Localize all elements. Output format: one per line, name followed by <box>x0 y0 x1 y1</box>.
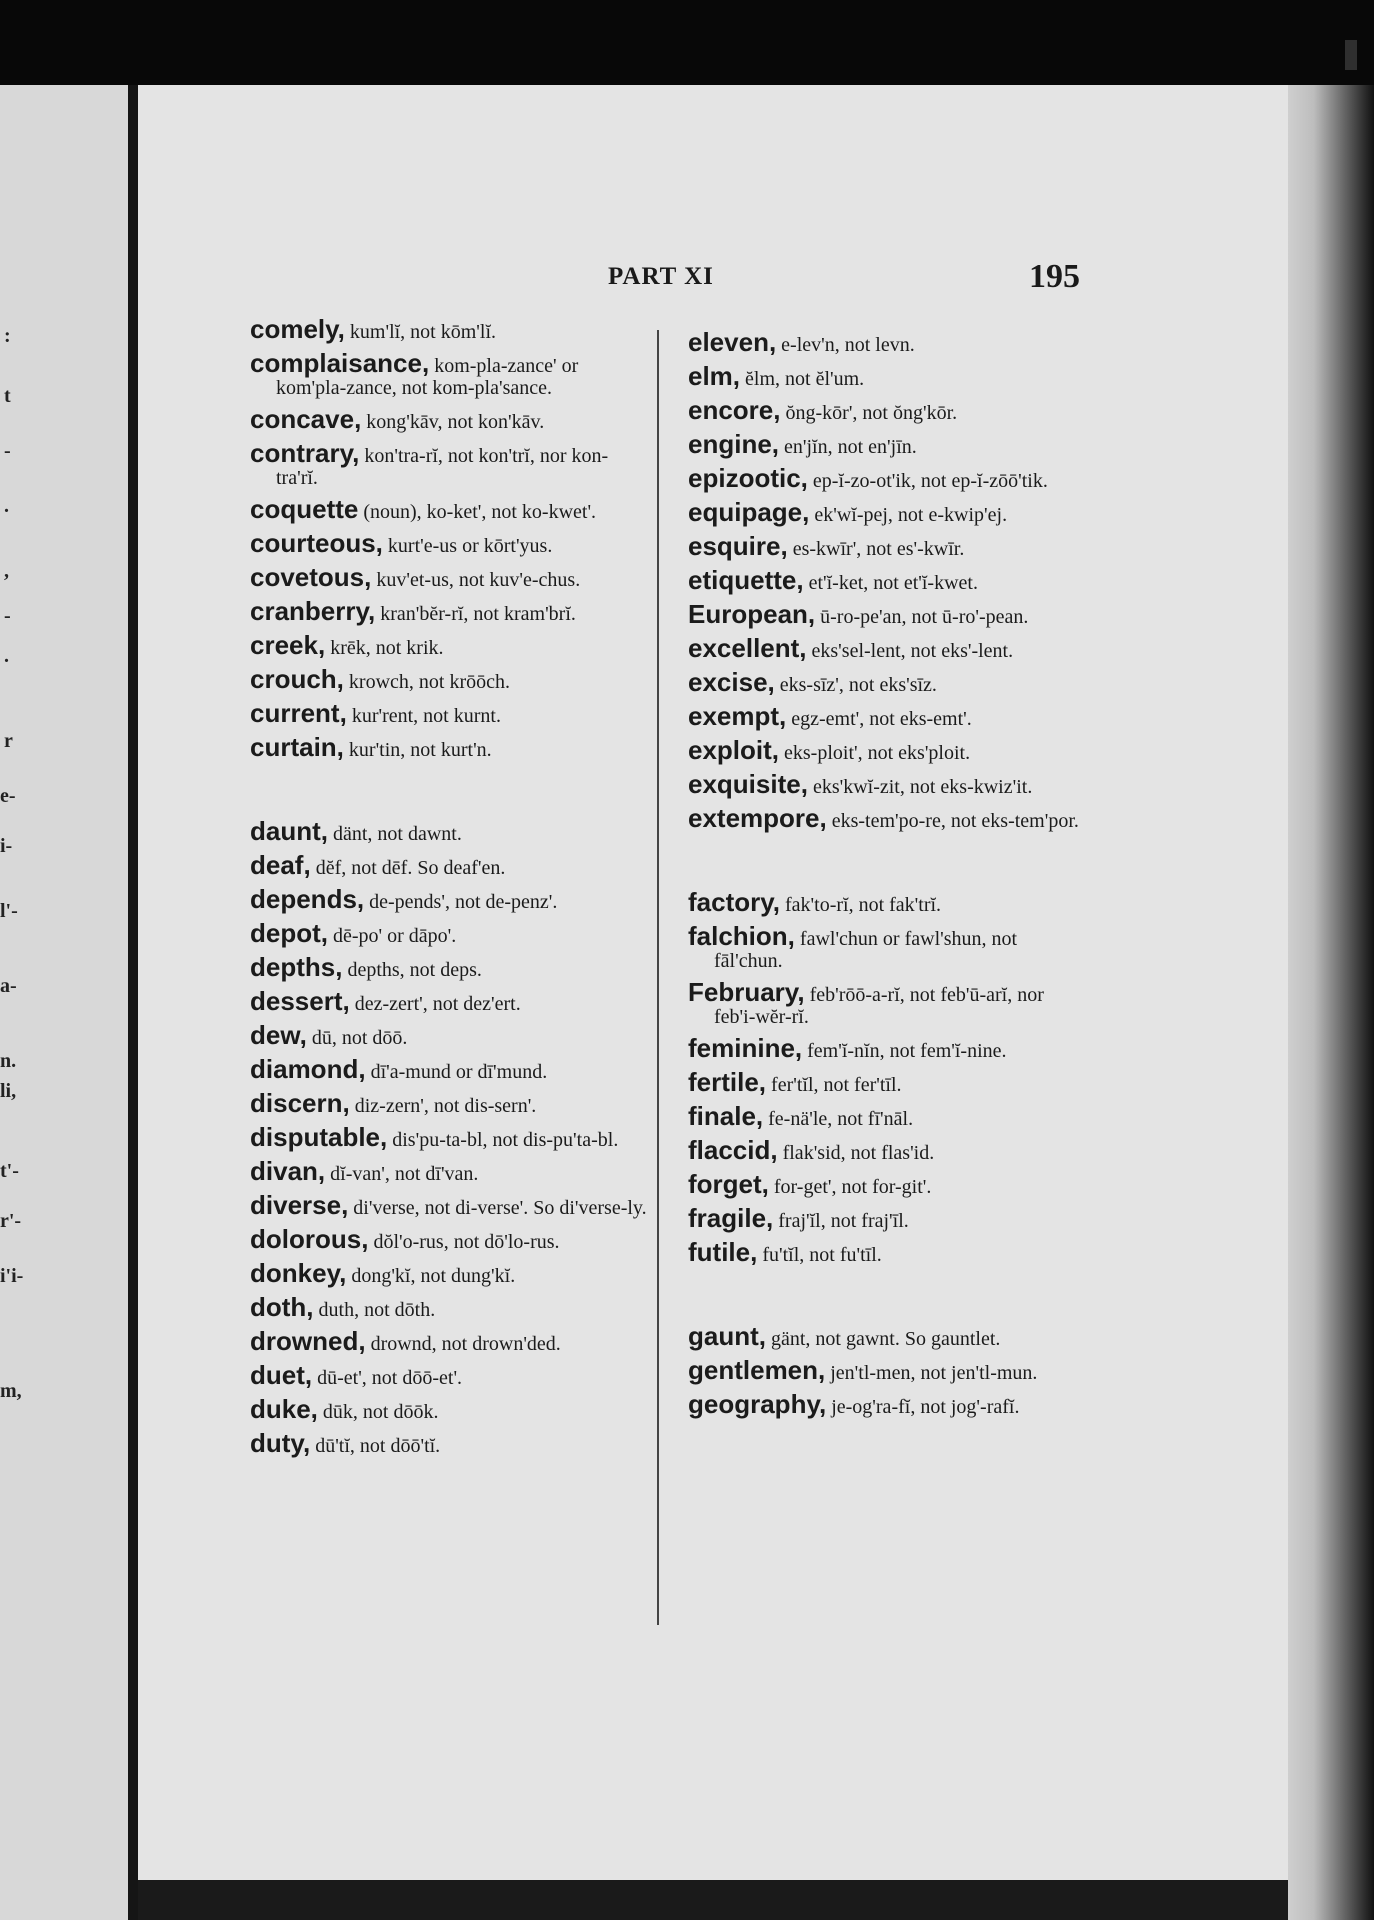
dictionary-entry <box>250 1190 650 1220</box>
headword: factory, <box>688 887 780 917</box>
dictionary-entry <box>250 664 650 694</box>
facing-page-fragment: i- <box>0 835 13 857</box>
dictionary-entry <box>250 1292 650 1322</box>
pronunciation: dū'tĭ, not dōō'tĭ. <box>310 1435 441 1457</box>
pronunciation: jen'tl-men, not jen'tl-mun. <box>825 1362 1038 1384</box>
pronunciation: eks-tem'po-re, not eks-tem'por. <box>826 810 1079 832</box>
pronunciation: eks'kwĭ-zit, not eks-kwiz'it. <box>807 776 1033 798</box>
dictionary-entry <box>250 1326 650 1356</box>
pronunciation: drownd, not drown'ded. <box>365 1333 561 1355</box>
pronunciation: fawl'chun or fawl'shun, not fāl'chun. <box>714 928 1018 972</box>
dictionary-entry <box>250 314 650 344</box>
dictionary-entry <box>688 921 1088 972</box>
pronunciation: flak'sid, not flas'id. <box>777 1142 935 1164</box>
headword: duke, <box>250 1394 318 1424</box>
dictionary-entry <box>250 348 650 399</box>
facing-page-fragment: - <box>4 440 11 462</box>
scan-background-top <box>0 0 1374 85</box>
headword: dolorous, <box>250 1224 369 1254</box>
dictionary-entry <box>688 735 1088 765</box>
facing-page-fragment: li, <box>0 1080 17 1102</box>
pronunciation: dūk, not dōōk. <box>317 1401 439 1423</box>
dictionary-entry <box>250 404 650 434</box>
dictionary-entry <box>250 1088 650 1118</box>
pronunciation: dez-zert', not dez'ert. <box>349 993 521 1015</box>
headword: European, <box>688 599 816 629</box>
headword: encore, <box>688 395 781 425</box>
pronunciation: dū, not dōō. <box>306 1027 408 1049</box>
dictionary-entry <box>688 463 1088 493</box>
dictionary-entry <box>688 1203 1088 1233</box>
pronunciation: ek'wĭ-pej, not e-kwip'ej. <box>809 504 1008 526</box>
facing-page-fragment: , <box>4 560 9 582</box>
headword: drowned, <box>250 1326 366 1356</box>
headword: crouch, <box>250 664 344 694</box>
headword: curtain, <box>250 732 344 762</box>
facing-page-fragment: t'- <box>0 1160 19 1182</box>
headword: complaisance, <box>250 348 430 378</box>
headword: forget, <box>688 1169 769 1199</box>
pronunciation: je-og'ra-fĭ, not jog'-rafĭ. <box>826 1396 1020 1418</box>
dictionary-entry <box>250 1122 650 1152</box>
dictionary-entry <box>250 1360 650 1390</box>
dictionary-entry <box>250 630 650 660</box>
pronunciation: en'jĭn, not en'jīn. <box>779 436 917 458</box>
pronunciation: kong'kāv, not kon'kāv. <box>361 411 545 433</box>
dictionary-entry <box>688 1101 1088 1131</box>
book-gutter <box>128 85 138 1920</box>
facing-page-fragment: t <box>4 385 11 407</box>
dictionary-entry <box>250 438 650 489</box>
headword: diverse, <box>250 1190 349 1220</box>
headword: depends, <box>250 884 365 914</box>
facing-page-fragment: . <box>4 495 9 517</box>
headword: finale, <box>688 1101 764 1131</box>
pronunciation: dĭ-van', not dī'van. <box>325 1163 479 1185</box>
headword: comely, <box>250 314 345 344</box>
pronunciation: e-lev'n, not levn. <box>776 334 915 356</box>
headword: duty, <box>250 1428 311 1458</box>
dictionary-entry <box>688 633 1088 663</box>
headword: fertile, <box>688 1067 767 1097</box>
pronunciation: kom-pla-zance' or kom'pla-zance, not kom-pla'sance. <box>276 355 579 399</box>
facing-page-fragment: . <box>4 645 9 667</box>
dictionary-entry <box>250 494 650 524</box>
page-edge-shadow <box>1288 85 1374 1920</box>
facing-page-fragment: : <box>4 325 11 347</box>
right-column <box>688 327 1088 1427</box>
pronunciation: egz-emt', not eks-emt'. <box>786 708 972 730</box>
dictionary-entry <box>688 327 1088 357</box>
dictionary-entry <box>688 497 1088 527</box>
headword: creek, <box>250 630 326 660</box>
headword: geography, <box>688 1389 827 1419</box>
dictionary-entry <box>688 1067 1088 1097</box>
dictionary-entry <box>688 701 1088 731</box>
pronunciation: ŏng-kōr', not ŏng'kōr. <box>780 402 958 424</box>
pronunciation: fu'tĭl, not fu'tīl. <box>757 1244 882 1266</box>
scan-smudge <box>1345 40 1357 70</box>
dictionary-entry <box>688 531 1088 561</box>
headword: eleven, <box>688 327 777 357</box>
pronunciation: dänt, not dawnt. <box>328 823 462 845</box>
facing-page-fragment: n. <box>0 1050 17 1072</box>
headword: divan, <box>250 1156 326 1186</box>
dictionary-entry <box>250 918 650 948</box>
dictionary-entry <box>250 952 650 982</box>
headword: elm, <box>688 361 741 391</box>
dictionary-entry <box>688 565 1088 595</box>
dictionary-entry <box>688 887 1088 917</box>
dictionary-entry <box>688 1169 1088 1199</box>
pronunciation: kum'lĭ, not kōm'lĭ. <box>344 321 497 343</box>
pronunciation: diz-zern', not dis-sern'. <box>349 1095 537 1117</box>
dictionary-entry <box>688 1033 1088 1063</box>
dictionary-entry <box>688 977 1088 1028</box>
facing-page-edge <box>0 85 128 1920</box>
pronunciation: et'ĭ-ket, not et'ĭ-kwet. <box>803 572 978 594</box>
dictionary-entry <box>688 667 1088 697</box>
dictionary-entry <box>688 599 1088 629</box>
dictionary-entry <box>250 1394 650 1424</box>
headword: esquire, <box>688 531 788 561</box>
page-number: 195 <box>1029 258 1080 295</box>
pronunciation: ū-ro-pe'an, not ū-ro'-pean. <box>815 606 1029 628</box>
headword: flaccid, <box>688 1135 778 1165</box>
dictionary-entry <box>250 1258 650 1288</box>
headword: February, <box>688 977 805 1007</box>
headword: donkey, <box>250 1258 347 1288</box>
dictionary-entry <box>250 850 650 880</box>
headword: coquette <box>250 494 359 524</box>
dictionary-entry <box>688 1355 1088 1385</box>
pronunciation: kurt'e-us or kōrt'yus. <box>382 535 553 557</box>
pronunciation: dong'kĭ, not dung'kĭ. <box>346 1265 516 1287</box>
section-gap <box>688 1275 1088 1325</box>
headword: etiquette, <box>688 565 804 595</box>
dictionary-entry <box>250 1054 650 1084</box>
pronunciation: di'verse, not di-verse'. So di'verse-ly. <box>348 1197 647 1219</box>
headword: dessert, <box>250 986 350 1016</box>
pronunciation: eks-sīz', not eks'sīz. <box>774 674 937 696</box>
pronunciation: ep-ĭ-zo-ot'ik, not ep-ĭ-zōō'tik. <box>807 470 1048 492</box>
headword: daunt, <box>250 816 328 846</box>
pronunciation: eks'sel-lent, not eks'-lent. <box>806 640 1014 662</box>
headword: excise, <box>688 667 775 697</box>
pronunciation: duth, not dōth. <box>313 1299 436 1321</box>
headword: epizootic, <box>688 463 808 493</box>
pronunciation: gänt, not gawnt. So gauntlet. <box>766 1328 1001 1350</box>
dictionary-entry <box>250 528 650 558</box>
dictionary-entry <box>250 596 650 626</box>
pronunciation: dis'pu-ta-bl, not dis-pu'ta-bl. <box>387 1129 619 1151</box>
headword: concave, <box>250 404 362 434</box>
headword: covetous, <box>250 562 372 592</box>
headword: futile, <box>688 1237 758 1267</box>
pronunciation: kur'tin, not kurt'n. <box>343 739 492 761</box>
pronunciation: fer'tĭl, not fer'tīl. <box>766 1074 902 1096</box>
pronunciation: dē-po' or dāpo'. <box>328 925 457 947</box>
dictionary-entry <box>250 1224 650 1254</box>
dictionary-entry <box>688 1237 1088 1267</box>
headword: gentlemen, <box>688 1355 826 1385</box>
headword: courteous, <box>250 528 383 558</box>
pronunciation: fe-nä'le, not fī'nāl. <box>763 1108 914 1130</box>
dictionary-entry <box>688 1321 1088 1351</box>
column-divider <box>657 330 659 1625</box>
headword: discern, <box>250 1088 350 1118</box>
running-header: PART XI <box>608 263 714 290</box>
facing-page-fragment: l'- <box>0 900 18 922</box>
dictionary-entry <box>688 429 1088 459</box>
left-column <box>250 314 650 1466</box>
dictionary-entry <box>688 803 1088 833</box>
dictionary-entry <box>688 769 1088 799</box>
pronunciation: es-kwīr', not es'-kwīr. <box>787 538 965 560</box>
pronunciation: kran'bĕr-rĭ, not kram'brĭ. <box>375 603 576 625</box>
dictionary-entry <box>688 395 1088 425</box>
headword: deaf, <box>250 850 311 880</box>
scan-background-bottom <box>138 1880 1288 1920</box>
dictionary-entry <box>688 1135 1088 1165</box>
headword: gaunt, <box>688 1321 766 1351</box>
dictionary-entry <box>688 361 1088 391</box>
headword: dew, <box>250 1020 307 1050</box>
headword: feminine, <box>688 1033 803 1063</box>
pronunciation: dĕf, not dēf. So deaf'en. <box>310 857 506 879</box>
headword: fragile, <box>688 1203 774 1233</box>
headword: contrary, <box>250 438 360 468</box>
pronunciation: (noun), ko-ket', not ko-kwet'. <box>358 501 597 523</box>
headword: duet, <box>250 1360 313 1390</box>
pronunciation: feb'rōō-a-rĭ, not feb'ū-arĭ, nor feb'i-wĕr-rĭ. <box>714 984 1044 1028</box>
headword: depot, <box>250 918 328 948</box>
headword: depths, <box>250 952 343 982</box>
facing-page-fragment: e- <box>0 785 16 807</box>
pronunciation: depths, not deps. <box>342 959 482 981</box>
pronunciation: fraj'ĭl, not fraj'īl. <box>773 1210 909 1232</box>
pronunciation: fak'to-rĭ, not fak'trĭ. <box>780 894 942 916</box>
pronunciation: krēk, not krik. <box>325 637 444 659</box>
pronunciation: krowch, not krōōch. <box>343 671 510 693</box>
pronunciation: for-get', not for-git'. <box>768 1176 932 1198</box>
facing-page-fragment: - <box>4 605 11 627</box>
pronunciation: dī'a-mund or dī'mund. <box>365 1061 548 1083</box>
dictionary-entry <box>688 1389 1088 1419</box>
headword: falchion, <box>688 921 795 951</box>
pronunciation: dŏl'o-rus, not dō'lo-rus. <box>368 1231 560 1253</box>
dictionary-entry <box>250 986 650 1016</box>
facing-page-fragment: m, <box>0 1380 22 1402</box>
pronunciation: kuv'et-us, not kuv'e-chus. <box>371 569 581 591</box>
headword: exempt, <box>688 701 787 731</box>
dictionary-entry <box>250 1156 650 1186</box>
pronunciation: ĕlm, not ĕl'um. <box>740 368 865 390</box>
headword: engine, <box>688 429 780 459</box>
headword: cranberry, <box>250 596 376 626</box>
pronunciation: dū-et', not dōō-et'. <box>312 1367 463 1389</box>
pronunciation: kur'rent, not kurnt. <box>346 705 501 727</box>
dictionary-entry <box>250 816 650 846</box>
headword: equipage, <box>688 497 810 527</box>
section-gap <box>250 770 650 820</box>
facing-page-fragment: r <box>4 730 13 752</box>
dictionary-entry <box>250 562 650 592</box>
dictionary-entry <box>250 698 650 728</box>
pronunciation: fem'ĭ-nĭn, not fem'ĭ-nine. <box>802 1040 1007 1062</box>
headword: exquisite, <box>688 769 808 799</box>
facing-page-fragment: a- <box>0 975 17 997</box>
facing-page-fragment: i'i- <box>0 1265 24 1287</box>
dictionary-entry <box>250 1020 650 1050</box>
dictionary-entry <box>250 1428 650 1458</box>
dictionary-entry <box>250 732 650 762</box>
headword: diamond, <box>250 1054 366 1084</box>
headword: excellent, <box>688 633 807 663</box>
section-gap <box>688 841 1088 891</box>
dictionary-entry <box>250 884 650 914</box>
headword: current, <box>250 698 347 728</box>
pronunciation: kon'tra-rĭ, not kon'trĭ, nor kon-tra'rĭ. <box>276 445 609 489</box>
facing-page-fragment: r'- <box>0 1210 22 1232</box>
headword: extempore, <box>688 803 827 833</box>
pronunciation: de-pends', not de-penz'. <box>364 891 558 913</box>
headword: disputable, <box>250 1122 388 1152</box>
pronunciation: eks-ploit', not eks'ploit. <box>779 742 971 764</box>
headword: doth, <box>250 1292 314 1322</box>
headword: exploit, <box>688 735 780 765</box>
